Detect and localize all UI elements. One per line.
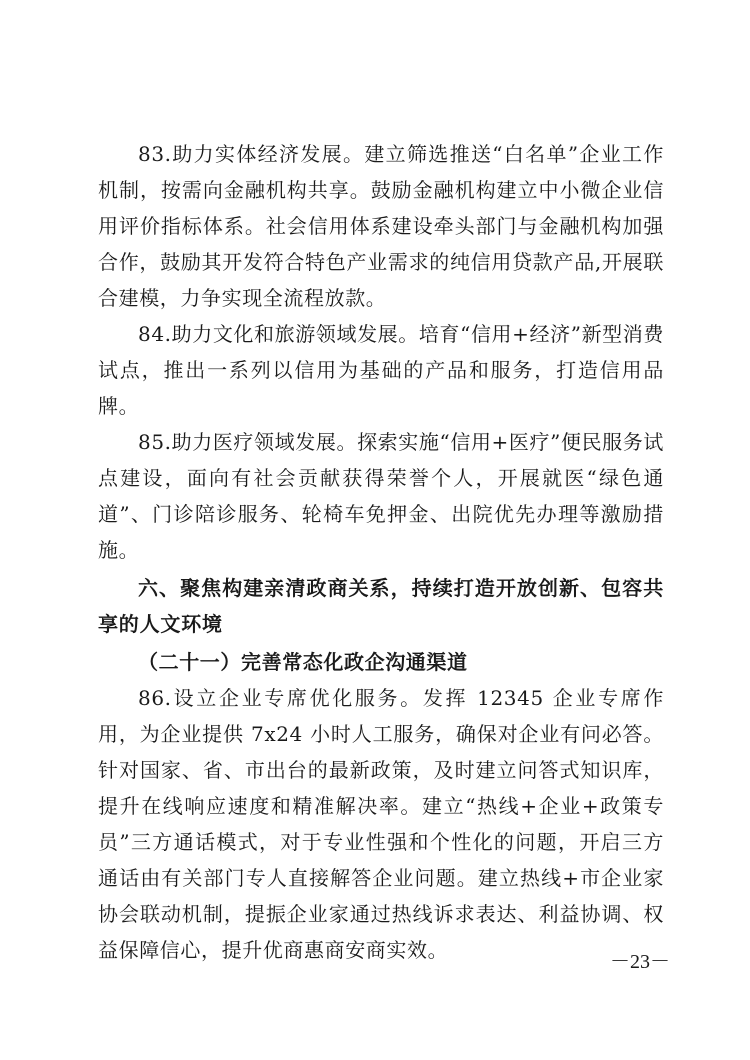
paragraph-85 bbox=[98, 424, 664, 568]
paragraph-83-lead: 83.助力实体经济发展。 bbox=[138, 142, 365, 166]
paragraph-83-body: 建立筛选推送“白名单”企业工作机制，按需向金融机构共享。鼓励金融机构建立中小微企业信用评价指标体系。社会信用体系建设牵头部门与金融机构加强合作，鼓励其开发符合特色产业需求的纯信用贷款产品,开展联合建模，力争实现全流程放款。 bbox=[98, 142, 664, 310]
paragraph-85-body: 探索实施“信用+医疗”便民服务试点建设，面向有社会贡献获得荣誉个人，开展就医“绿色通道”、门诊陪诊服务、轮椅车免押金、出院优先办理等激励措施。 bbox=[98, 430, 664, 562]
paragraph-86-lead: 86.设立企业专席优化服务。 bbox=[138, 686, 423, 710]
paragraph-84-lead: 84.助力文化和旅游领域发展。 bbox=[138, 322, 419, 346]
paragraph-84-body: 培育“信用+经济”新型消费试点，推出一系列以信用为基础的产品和服务，打造信用品牌。 bbox=[98, 322, 664, 418]
paragraph-84 bbox=[98, 316, 664, 424]
paragraph-83 bbox=[98, 136, 664, 316]
paragraph-86-body: 发挥 12345 企业专席作用，为企业提供 7x24 小时人工服务，确保对企业有问必答。针对国家、省、市出台的最新政策，及时建立问答式知识库，提升在线响应速度和精准解决率。建立“热线+企业+政策专员”三方通话模式，对于专业性强和个性化的问题，开启三方通话由有关部门专人直接解答企业问题。建立热线+市企业家协会联动机制，提振企业家通过热线诉求表达、利益协调、权益保障信心，提升优商惠商安商实效。 bbox=[98, 686, 664, 962]
paragraph-85-lead: 85.助力医疗领域发展。 bbox=[138, 430, 358, 454]
subsection-heading: （二十一）完善常态化政企沟通渠道 bbox=[138, 650, 468, 674]
paragraph-86 bbox=[98, 680, 664, 968]
document-body bbox=[98, 136, 664, 968]
page-number: －23－ bbox=[610, 951, 670, 973]
section-heading: 六、聚焦构建亲清政商关系，持续打造开放创新、包容共享的人文环境 bbox=[98, 576, 664, 636]
